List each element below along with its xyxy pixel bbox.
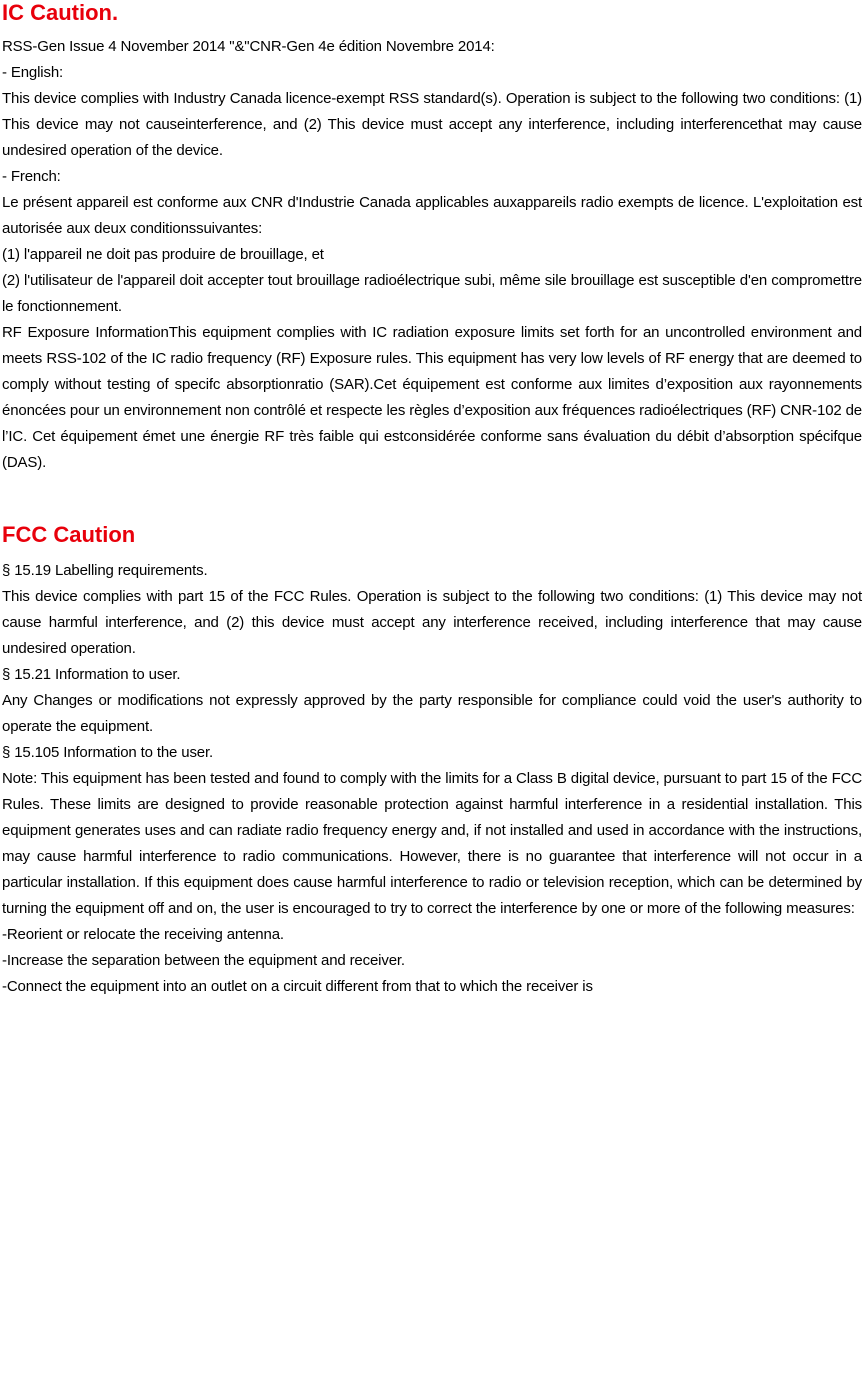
ic-french-condition-2: (2) l'utilisateur de l'appareil doit accepter tout brouillage radioélectrique subi, même sile brouillage est susceptible d'en compromettre le fonctionnement. — [2, 272, 862, 315]
ic-french-label: - French: — [2, 168, 61, 185]
fcc-measure-reorient: -Reorient or relocate the receiving antenna. — [2, 926, 284, 943]
fcc-measure-increase-separation: -Increase the separation between the equipment and receiver. — [2, 952, 405, 969]
fcc-15-105-paragraph: Note: This equipment has been tested and found to comply with the limits for a Class B digital device, pursuant to part 15 of the FCC Rules. These limits are designed to provide reasonable protection against harmful interference in a residential installation. This equipment generates uses and can radiate radio frequency energy and, if not installed and used in accordance with the instructions, may cause harmful interference to radio communications. However, there is no guarantee that interference will not occur in a particular installation. If this equipment does cause harmful interference to radio or television reception, which can be determined by turning the equipment off and on, the user is encouraged to try to correct the interference by one or more of the following measures: — [2, 770, 862, 917]
fcc-15-105-heading: § 15.105 Information to the user. — [2, 744, 214, 761]
fcc-15-21-heading: § 15.21 Information to user. — [2, 666, 181, 683]
fcc-measure-connect-outlet: -Connect the equipment into an outlet on a circuit different from that to which the receiver is — [2, 978, 593, 995]
ic-english-label: - English: — [2, 64, 64, 81]
ic-caution-heading: IC Caution. — [2, 0, 119, 25]
ic-english-paragraph: This device complies with Industry Canada licence-exempt RSS standard(s). Operation is subject to the following two conditions: (1) This device may not causeinterference, and (2) This device must accept any interference, including interferencethat may cause undesired operation of the device. — [2, 90, 862, 159]
fcc-15-21-paragraph: Any Changes or modifications not expressly approved by the party responsible for compliance could void the user's authority to operate the equipment. — [2, 692, 862, 735]
ic-french-condition-1: (1) l'appareil ne doit pas produire de brouillage, et — [2, 246, 324, 263]
fcc-15-19-paragraph: This device complies with part 15 of the FCC Rules. Operation is subject to the following two conditions: (1) This device may not cause harmful interference, and (2) this device must accept any interference received, including interference that may cause undesired operation. — [2, 588, 862, 657]
section-spacer — [2, 476, 862, 502]
ic-rf-exposure-paragraph: RF Exposure InformationThis equipment complies with IC radiation exposure limits set forth for an uncontrolled environment and meets RSS-102 of the IC radio frequency (RF) Exposure rules. This equipment has very low levels of RF energy that are deemed to comply without testing of specifc absorptionratio (SAR).Cet équipement est conforme aux limites d’exposition aux rayonnements énoncées pour un environnement non contrôlé et respecte les règles d’exposition aux fréquences radioélectriques (RF) CNR-102 de l’IC. Cet équipement émet une énergie RF très faible qui estconsidérée conforme sans évaluation du débit d’absorption spécifque (DAS). — [2, 324, 862, 471]
fcc-15-19-heading: § 15.19 Labelling requirements. — [2, 562, 208, 579]
ic-french-paragraph: Le présent appareil est conforme aux CNR d'Industrie Canada applicables auxappareils radio exempts de licence. L'exploitation est autorisée aux deux conditionssuivantes: — [2, 194, 862, 237]
ic-rss-gen-line: RSS-Gen Issue 4 November 2014 "&"CNR-Gen 4e édition Novembre 2014: — [2, 38, 495, 55]
fcc-caution-heading: FCC Caution — [2, 522, 136, 547]
